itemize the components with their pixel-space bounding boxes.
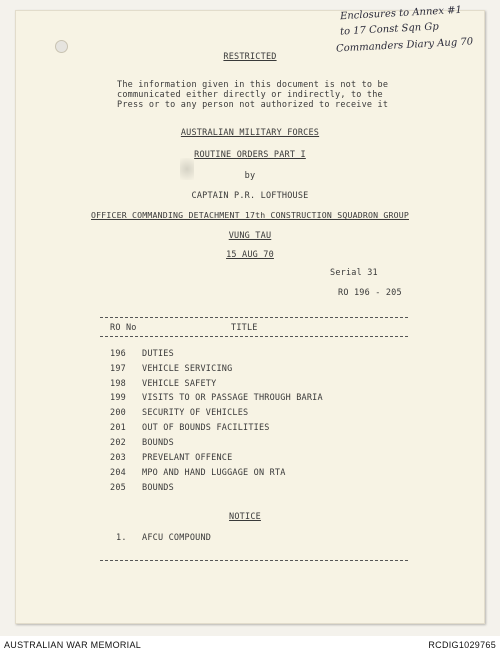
row-number: 203 xyxy=(110,453,126,463)
table-top-rule xyxy=(100,317,408,318)
row-title: OUT OF BOUNDS FACILITIES xyxy=(142,423,270,433)
row-number: 198 xyxy=(110,379,126,389)
officer-name: CAPTAIN P.R. LOFTHOUSE xyxy=(191,191,309,201)
footer-record-id: RCDIG1029765 xyxy=(428,640,496,650)
row-title: BOUNDS xyxy=(142,438,174,448)
handwritten-note-line-1: Enclosures to Annex #1 xyxy=(339,4,463,23)
row-number: 199 xyxy=(110,393,126,403)
row-number: 197 xyxy=(110,364,126,374)
column-header-ro-no: RO No xyxy=(110,323,137,333)
row-title: DUTIES xyxy=(142,349,174,359)
row-number: 201 xyxy=(110,423,126,433)
row-title: PREVELANT OFFENCE xyxy=(142,453,233,463)
table-header-rule xyxy=(100,336,408,337)
notice-bottom-rule xyxy=(100,560,408,561)
notice-item-title: AFCU COMPOUND xyxy=(142,533,212,543)
row-title: SECURITY OF VEHICLES xyxy=(142,408,249,418)
row-number: 204 xyxy=(110,468,126,478)
classification-heading: RESTRICTED xyxy=(223,52,277,62)
row-title: MPO AND HAND LUGGAGE ON RTA xyxy=(142,468,286,478)
notice-heading: NOTICE xyxy=(229,512,261,522)
footer-source: AUSTRALIAN WAR MEMORIAL xyxy=(4,640,142,650)
row-title: BOUNDS xyxy=(142,483,174,493)
notice-line-1: The information given in this document is not to be xyxy=(117,80,389,90)
ro-range: RO 196 - 205 xyxy=(338,288,402,298)
row-title: VISITS TO OR PASSAGE THROUGH BARIA xyxy=(142,393,323,403)
row-number: 202 xyxy=(110,438,126,448)
row-number: 196 xyxy=(110,349,126,359)
handwritten-note-line-2: to 17 Const Sqn Gp xyxy=(339,21,440,38)
handwritten-note-line-3: Commanders Diary Aug 70 xyxy=(335,36,474,55)
notice-item-number: 1. xyxy=(116,533,127,543)
officer-appointment: OFFICER COMMANDING DETACHMENT 17th CONSTRUCTION SQUADRON GROUP xyxy=(90,210,410,220)
row-title: VEHICLE SERVICING xyxy=(142,364,233,374)
by-label: by xyxy=(244,171,256,181)
location: VUNG TAU xyxy=(228,231,272,241)
notice-line-2: communicated either directly or indirectly, to the xyxy=(117,90,383,100)
document-type: ROUTINE ORDERS PART I xyxy=(194,150,306,160)
org-title: AUSTRALIAN MILITARY FORCES xyxy=(180,128,320,138)
document-date: 15 AUG 70 xyxy=(226,250,274,260)
column-header-title: TITLE xyxy=(231,323,258,333)
serial-number: Serial 31 xyxy=(330,268,378,278)
row-title: VEHICLE SAFETY xyxy=(142,379,217,389)
row-number: 200 xyxy=(110,408,126,418)
row-number: 205 xyxy=(110,483,126,493)
notice-line-3: Press or to any person not authorized to receive it xyxy=(117,100,389,110)
